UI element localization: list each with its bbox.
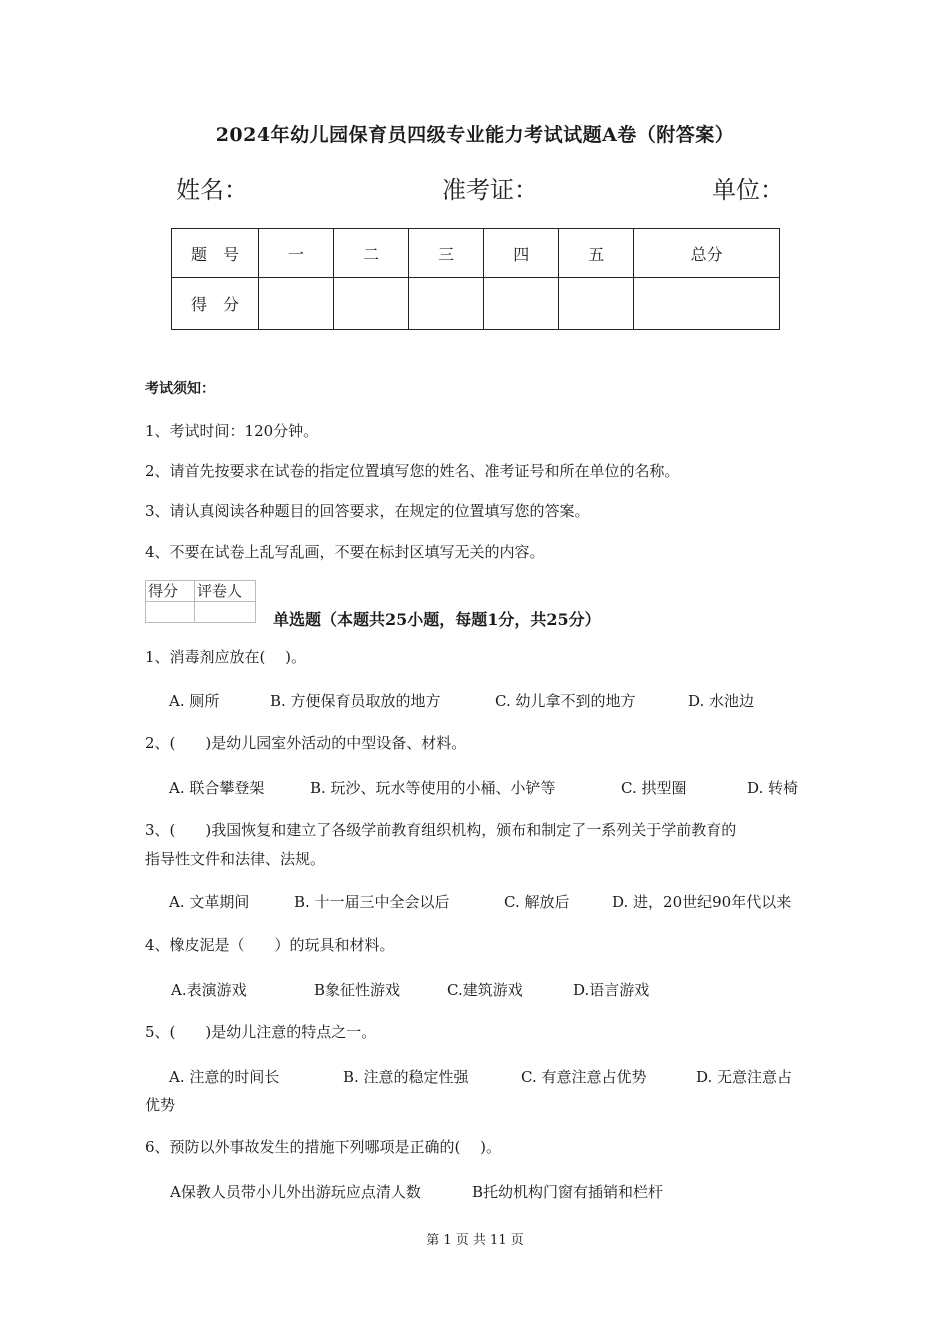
- unit-label: 单位：: [712, 176, 784, 204]
- question-option: B. 玩沙、玩水等使用的小桶、小铲等: [310, 779, 556, 797]
- grader-reviewer-label: 评卷人: [195, 581, 256, 602]
- question-option: B. 十一届三中全会以后: [294, 893, 450, 911]
- score-header-cell: 总分: [634, 229, 780, 278]
- question-option: D. 转椅: [747, 779, 799, 797]
- question-stem: 1、消毒剂应放在( )。: [145, 648, 307, 666]
- question-option: D.语言游戏: [573, 981, 650, 999]
- score-header-cell: 三: [409, 229, 484, 278]
- question-option: A. 联合攀登架: [169, 779, 265, 797]
- score-table-score-row: [172, 278, 780, 330]
- question-option: B. 方便保育员取放的地方: [270, 692, 441, 710]
- score-cell[interactable]: [634, 278, 780, 330]
- question-option: A. 厕所: [169, 692, 220, 710]
- notice-item: 2、请首先按要求在试卷的指定位置填写您的姓名、准考证号和所在单位的名称。: [145, 462, 680, 480]
- question-option-continued: 优势: [145, 1096, 176, 1114]
- score-cell[interactable]: [259, 278, 334, 330]
- name-label: 姓名：: [176, 176, 248, 204]
- question-option: A保教人员带小儿外出游玩应点清人数: [170, 1183, 421, 1201]
- score-header-cell: 二: [334, 229, 409, 278]
- question-option: A.表演游戏: [171, 981, 247, 999]
- grader-box: [145, 580, 256, 623]
- exam-id-label: 准考证：: [442, 176, 538, 204]
- question-option: B托幼机构门窗有插销和栏杆: [472, 1183, 664, 1201]
- question-option: C. 有意注意占优势: [521, 1068, 647, 1086]
- question-stem: 4、橡皮泥是（ ）的玩具和材料。: [145, 936, 395, 954]
- page-footer: 第 1 页 共 11 页: [426, 1233, 524, 1248]
- question-option: B象征性游戏: [314, 981, 401, 999]
- question-option: B. 注意的稳定性强: [343, 1068, 469, 1086]
- question-stem: 5、( )是幼儿注意的特点之一。: [145, 1023, 377, 1041]
- question-stem-continued: 指导性文件和法律、法规。: [145, 850, 326, 868]
- score-row-label: 得 分: [172, 278, 259, 330]
- grader-score-cell[interactable]: [146, 602, 195, 623]
- score-table: [171, 228, 780, 330]
- question-stem: 3、( )我国恢复和建立了各级学前教育组织机构，颁布和制定了一系列关于学前教育的: [145, 821, 737, 839]
- question-option: A. 注意的时间长: [169, 1068, 280, 1086]
- score-header-cell: 题 号: [172, 229, 259, 278]
- question-option: D. 进，20世纪90年代以来: [612, 893, 792, 911]
- score-cell[interactable]: [334, 278, 409, 330]
- page-title: 2024年幼儿园保育员四级专业能力考试试题A卷（附答案）: [215, 124, 735, 146]
- score-table-header-row: [172, 229, 780, 278]
- section-title: 单选题（本题共25小题，每题1分，共25分）: [273, 610, 601, 629]
- question-option: D. 水池边: [688, 692, 755, 710]
- question-option: C. 幼儿拿不到的地方: [495, 692, 636, 710]
- question-option: A. 文革期间: [169, 893, 250, 911]
- question-option: C. 解放后: [504, 893, 570, 911]
- notice-heading: 考试须知：: [145, 381, 215, 397]
- question-stem: 2、( )是幼儿园室外活动的中型设备、材料。: [145, 734, 467, 752]
- grader-reviewer-cell[interactable]: [195, 602, 256, 623]
- score-header-cell: 五: [559, 229, 634, 278]
- score-header-cell: 四: [484, 229, 559, 278]
- score-cell[interactable]: [559, 278, 634, 330]
- question-stem: 6、预防以外事故发生的措施下列哪项是正确的( )。: [145, 1138, 502, 1156]
- score-header-cell: 一: [259, 229, 334, 278]
- grader-score-label: 得分: [146, 581, 195, 602]
- notice-item: 4、不要在试卷上乱写乱画，不要在标封区填写无关的内容。: [145, 543, 545, 561]
- notice-item: 3、请认真阅读各种题目的回答要求，在规定的位置填写您的答案。: [145, 502, 590, 520]
- question-option: C. 拱型圈: [621, 779, 687, 797]
- score-cell[interactable]: [484, 278, 559, 330]
- question-option: C.建筑游戏: [447, 981, 523, 999]
- score-cell[interactable]: [409, 278, 484, 330]
- question-option: D. 无意注意占: [696, 1068, 793, 1086]
- notice-item: 1、考试时间：120分钟。: [145, 422, 319, 440]
